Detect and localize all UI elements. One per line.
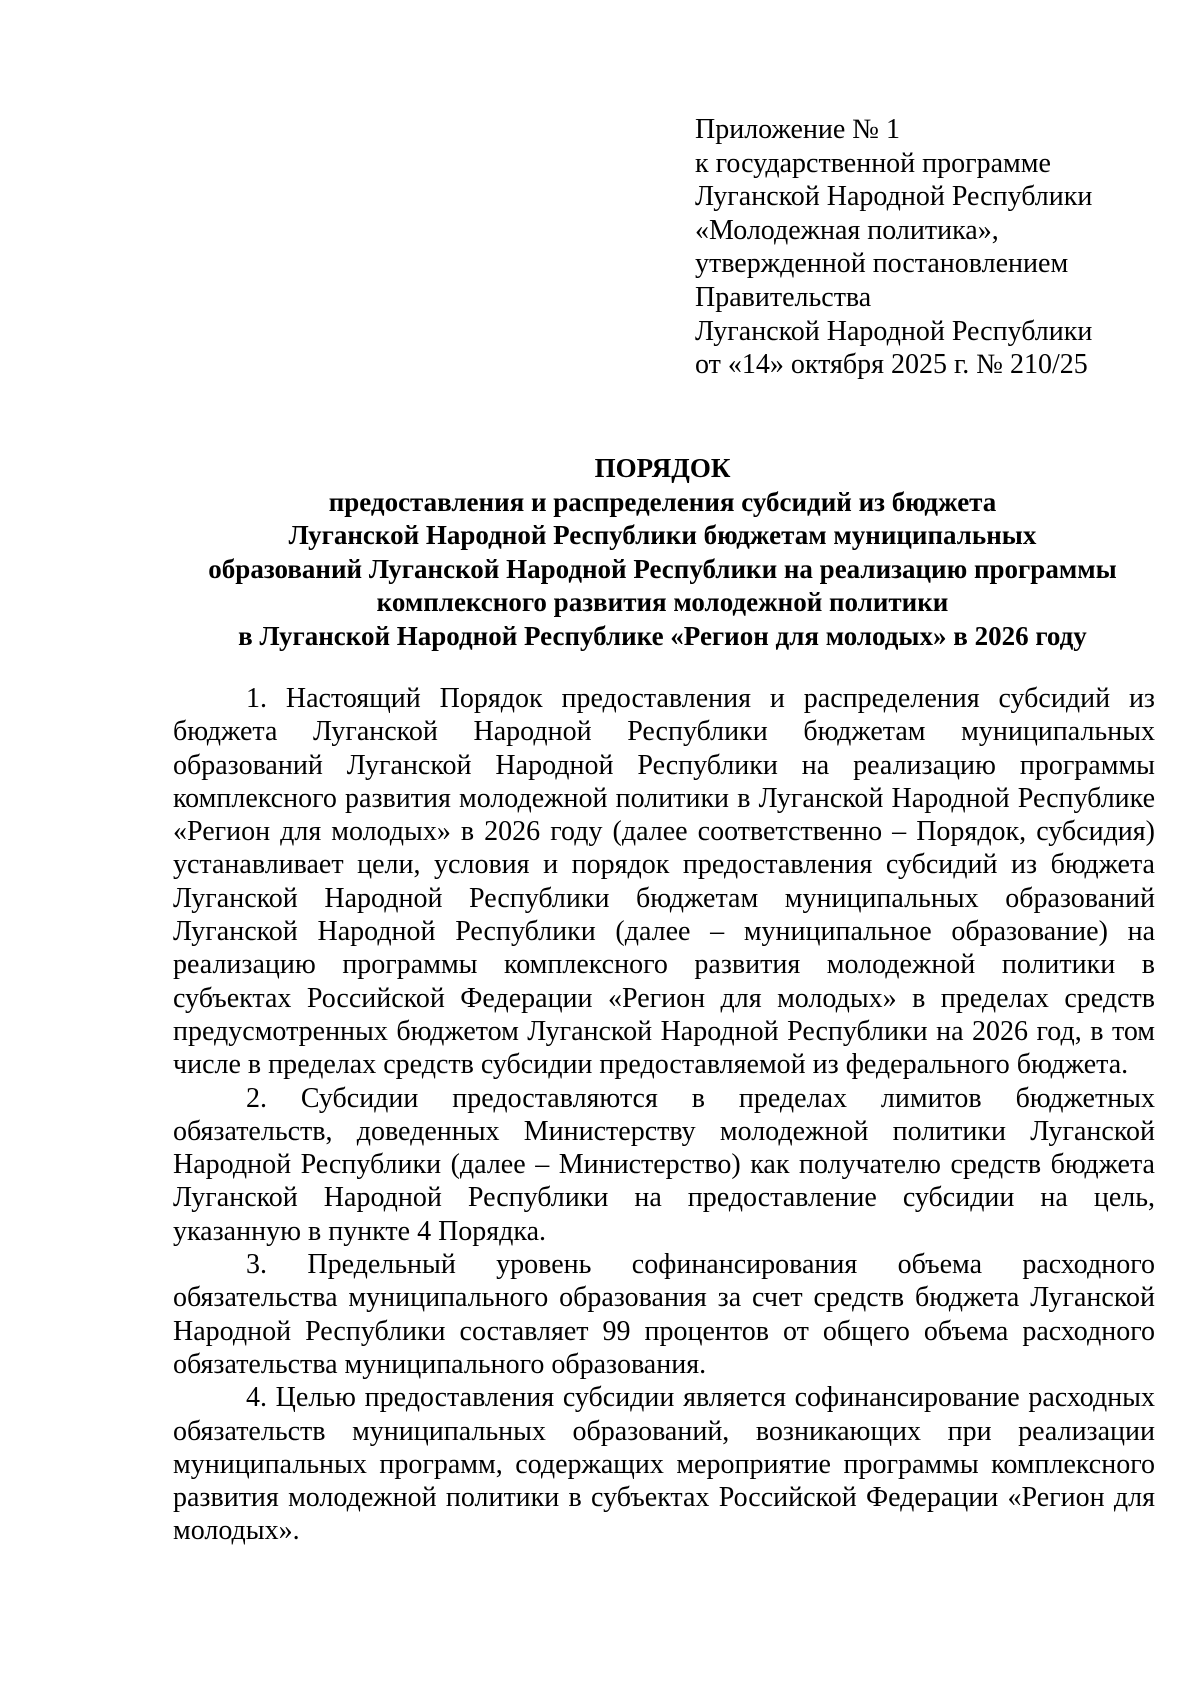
appendix-line: от «14» октября 2025 г. № 210/25 bbox=[695, 349, 1088, 381]
appendix-line: Луганской Народной Республики bbox=[695, 315, 1093, 347]
title-line: комплексного развития молодежной политики bbox=[376, 587, 949, 617]
document-body bbox=[173, 682, 1155, 1548]
paragraph-3: 3. Предельный уровень софинансирования объема расходного обязательства муниципального образования за счет средств бюджета Луганской Народной Республики составляет 99 процентов от общего объема расходного обязательства муниципального образования. bbox=[173, 1249, 1155, 1380]
document-title bbox=[120, 452, 1200, 653]
appendix-line: утвержденной постановлением bbox=[695, 248, 1069, 280]
appendix-reference bbox=[695, 113, 1175, 382]
title-heading: ПОРЯДОК bbox=[594, 453, 731, 483]
appendix-line: Приложение № 1 bbox=[695, 114, 900, 145]
paragraph-1: 1. Настоящий Порядок предоставления и распределения субсидий из бюджета Луганской Народной Республики бюджетам муниципальных образований Луганской Народной Республики на реализацию программы комплексного развития молодежной политики в Луганской Народной Республике «Регион для молодых» в 2026 году (далее соответственно – Порядок, субсидия) устанавливает цели, условия и порядок предоставления субсидий из бюджета Луганской Народной Республики бюджетам муниципальных образований Луганской Народной Республики (далее – муниципальное образование) на реализацию программы комплексного развития молодежной политики в субъектах Российской Федерации «Регион для молодых» в пределах средств предусмотренных бюджетом Луганской Народной Республики на 2026 год, в том числе в пределах средств субсидии предоставляемой из федерального бюджета. bbox=[173, 683, 1155, 1081]
title-line: Луганской Народной Республики бюджетам муниципальных bbox=[288, 520, 1037, 550]
appendix-line: Правительства bbox=[695, 281, 872, 313]
appendix-line: «Молодежная политика», bbox=[695, 214, 999, 246]
title-line: в Луганской Народной Республике «Регион для молодых» в 2026 году bbox=[238, 620, 1087, 651]
paragraph-2: 2. Субсидии предоставляются в пределах лимитов бюджетных обязательств, доведенных Министерству молодежной политики Луганской Народной Республики (далее – Министерство) как получателю средств бюджета Луганской Народной Республики на предоставление субсидии на цель, указанную в пункте 4 Порядка. bbox=[173, 1082, 1155, 1247]
title-line: образований Луганской Народной Республики на реализацию программы bbox=[208, 553, 1117, 584]
title-line: предоставления и распределения субсидий из бюджета bbox=[328, 486, 997, 517]
appendix-line: к государственной программе bbox=[695, 147, 1051, 179]
paragraph-4: 4. Целью предоставления субсидии является софинансирование расходных обязательств муниципальных образований, возникающих при реализации муниципальных программ, содержащих мероприятие программы комплексного развития молодежной политики в субъектах Российской Федерации «Регион для молодых». bbox=[173, 1382, 1155, 1547]
appendix-line: Луганской Народной Республики bbox=[695, 181, 1093, 213]
